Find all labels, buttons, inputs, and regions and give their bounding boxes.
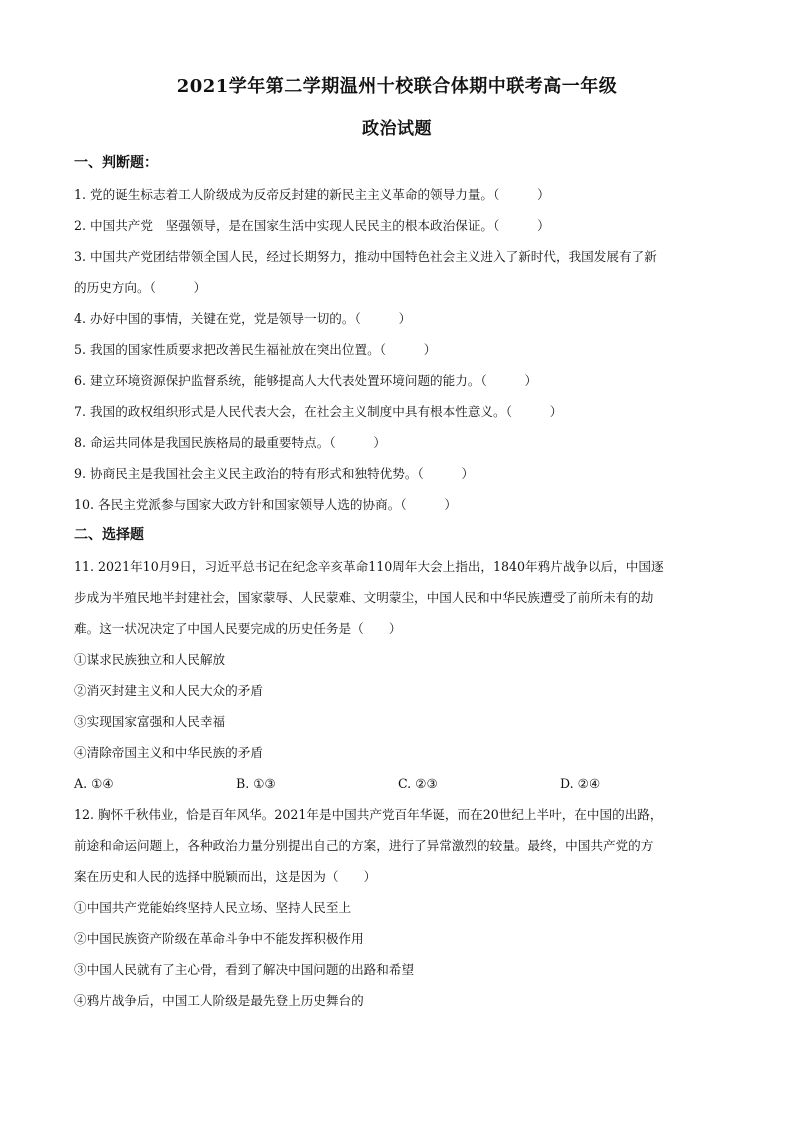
- question-statement: ③实现国家富强和人民幸福: [74, 714, 226, 729]
- question-12: [74, 799, 724, 1016]
- judgement-item: 9. 协商民主是我国社会主义民主政治的特有形式和独特优势。（ ）: [74, 466, 475, 481]
- judgement-item: 3. 中国共产党团结带领全国人民，经过长期努力，推动中国特色社会主义进入了新时代，我国发展有了新: [74, 249, 657, 264]
- judgement-item: 5. 我国的国家性质要求把改善民生福祉放在突出位置。（ ）: [74, 342, 437, 357]
- judgement-item: 7. 我国的政权组织形式是人民代表大会，在社会主义制度中具有根本性意义。（ ）: [74, 404, 563, 419]
- exam-content: [74, 148, 724, 1016]
- judgement-item: 2. 中国共产党 坚强领导，是在国家生活中实现人民民主的根本政治保证。（ ）: [74, 218, 550, 233]
- question-statement: ③中国人民就有了主心骨，看到了解决中国问题的出路和希望: [74, 962, 415, 977]
- judgement-item: 6. 建立环境资源保护监督系统，能够提高人大代表处置环境问题的能力。（ ）: [74, 373, 538, 388]
- exam-subtitle: 政治试题: [362, 119, 432, 139]
- judgement-item: 10. 各民主党派参与国家大政方针和国家领导人选的协商。（ ）: [74, 497, 457, 512]
- section-heading-choice: 二、选择题: [74, 527, 144, 543]
- option-c: C. ②③: [398, 776, 438, 791]
- question-stem-line: 案在历史和人民的选择中脱颖而出，这是因为（ ）: [74, 869, 377, 884]
- option-d: D. ②④: [560, 776, 601, 791]
- judgement-item: 1. 党的诞生标志着工人阶级成为反帝反封建的新民主主义革命的领导力量。（ ）: [74, 187, 550, 202]
- judgement-item: 4. 办好中国的事情，关键在党，党是领导一切的。（ ）: [74, 311, 412, 326]
- option-a: A. ①④: [74, 776, 114, 791]
- answer-options: [74, 768, 724, 799]
- question-statement: ④清除帝国主义和中华民族的矛盾: [74, 745, 263, 760]
- question-statement: ②中国民族资产阶级在革命斗争中不能发挥积极作用: [74, 931, 364, 946]
- question-11: [74, 551, 724, 799]
- option-b: B. ①③: [236, 776, 276, 791]
- question-stem-line: 前途和命运问题上，各种政治力量分别提出自己的方案，进行了异常激烈的较量。最终，中国共产党的方: [74, 838, 654, 853]
- question-stem-line: 12. 胸怀千秋伟业，恰是百年风华。2021年是中国共产党百年华诞，而在20世纪上半叶，在中国的出路，: [74, 807, 663, 822]
- question-statement: ②消灭封建主义和人民大众的矛盾: [74, 683, 263, 698]
- judgement-item-continuation: 的历史方向。（ ）: [74, 280, 207, 295]
- question-stem-line: 难。这一状况决定了中国人民要完成的历史任务是（ ）: [74, 621, 402, 636]
- question-stem-line: 11. 2021年10月9日，习近平总书记在纪念辛亥革命110周年大会上指出，1840年鸦片战争以后，中国逐: [74, 559, 664, 574]
- question-statement: ④鸦片战争后，中国工人阶级是最先登上历史舞台的: [74, 993, 364, 1008]
- exam-title: 2021学年第二学期温州十校联合体期中联考高一年级: [176, 76, 618, 97]
- question-statement: ①中国共产党能始终坚持人民立场、坚持人民至上: [74, 900, 352, 915]
- question-stem-line: 步成为半殖民地半封建社会，国家蒙辱、人民蒙难、文明蒙尘，中国人民和中华民族遭受了前所未有的劫: [74, 590, 654, 605]
- section-heading-judgement: 一、判断题：: [74, 155, 158, 171]
- judgement-item: 8. 命运共同体是我国民族格局的最重要特点。（ ）: [74, 435, 386, 450]
- question-statement: ①谋求民族独立和人民解放: [74, 652, 226, 667]
